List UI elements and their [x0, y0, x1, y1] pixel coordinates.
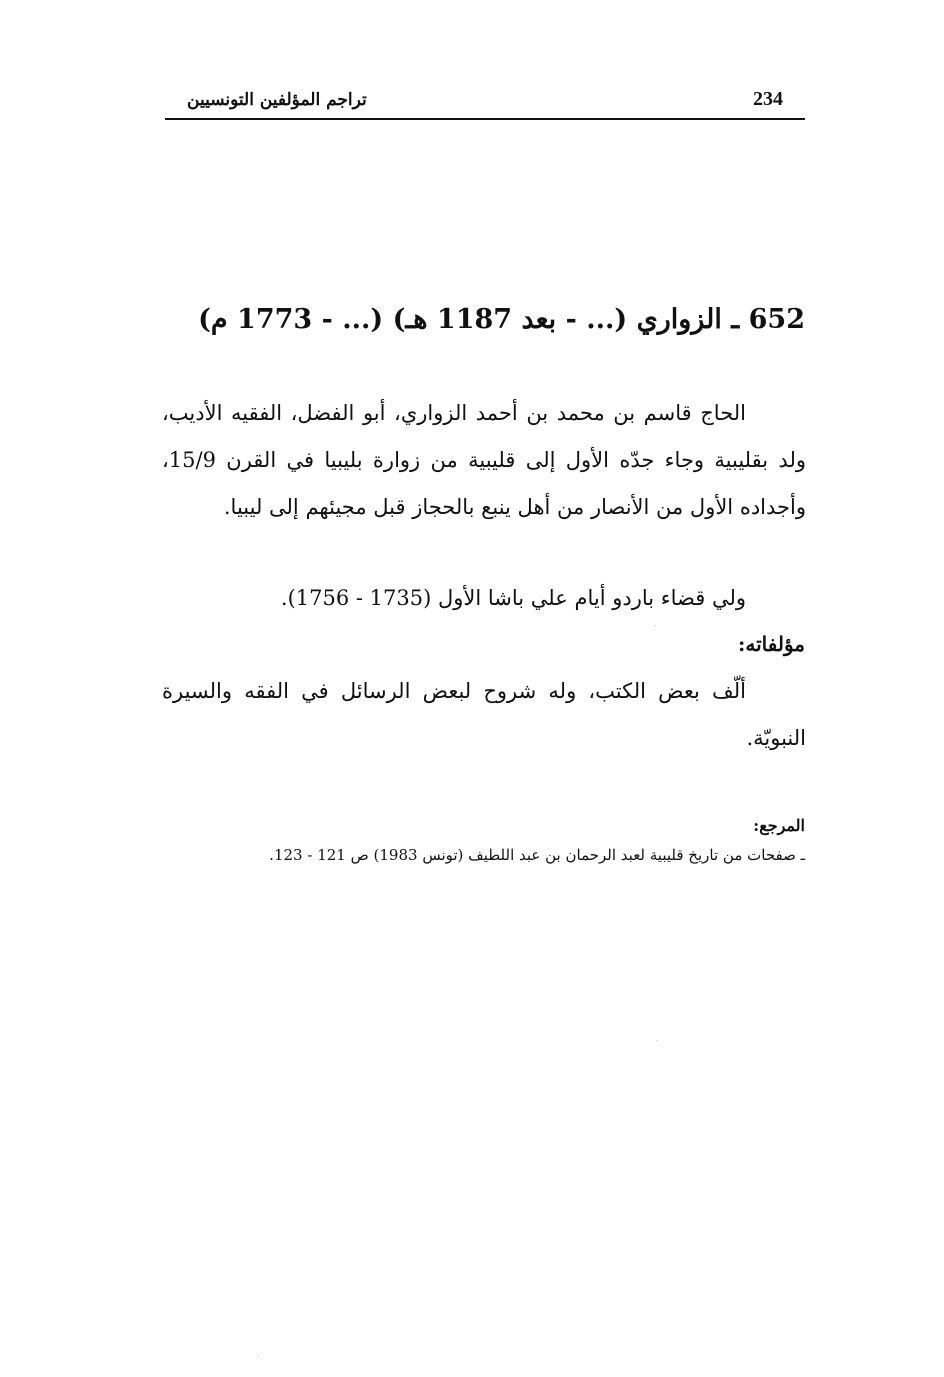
entry-title: 652 ـ الزواري (... - بعد 1187 هـ) (... - 1773 م) — [198, 304, 805, 335]
biography-paragraph: الحاج قاسم بن محمد بن أحمد الزواري، أبو الفضل، الفقيه الأديب، ولد بقليبية وجاء جدّه الأول إلى قليبية من زوارة بليبيا في القرن 15/9، وأجداده الأول من الأنصار من أهل ينبع بالحجاز قبل مجيئهم إلى ليبيا. — [162, 401, 806, 519]
judgeship-paragraph: ولي قضاء باردو أيام علي باشا الأول (1735 - 1756). — [280, 586, 746, 610]
reference-item: ـ صفحات من تاريخ قليبية لعبد الرحمان بن عبد اللطيف (تونس 1983) ص 121 - 123. — [269, 846, 805, 864]
scan-speck — [656, 1040, 657, 1041]
works-heading: مؤلفاته: — [737, 632, 805, 656]
works-paragraph: ألّف بعض الكتب، وله شروح لبعض الرسائل في الفقه والسيرة النبويّة. — [162, 679, 806, 750]
scan-speck — [655, 625, 656, 626]
book-title: تراجم المؤلفين التونسيين — [187, 90, 367, 110]
scan-speck — [258, 1355, 259, 1356]
running-header — [165, 88, 805, 120]
references-heading: المرجع: — [753, 816, 805, 835]
page-number: 234 — [753, 88, 783, 110]
